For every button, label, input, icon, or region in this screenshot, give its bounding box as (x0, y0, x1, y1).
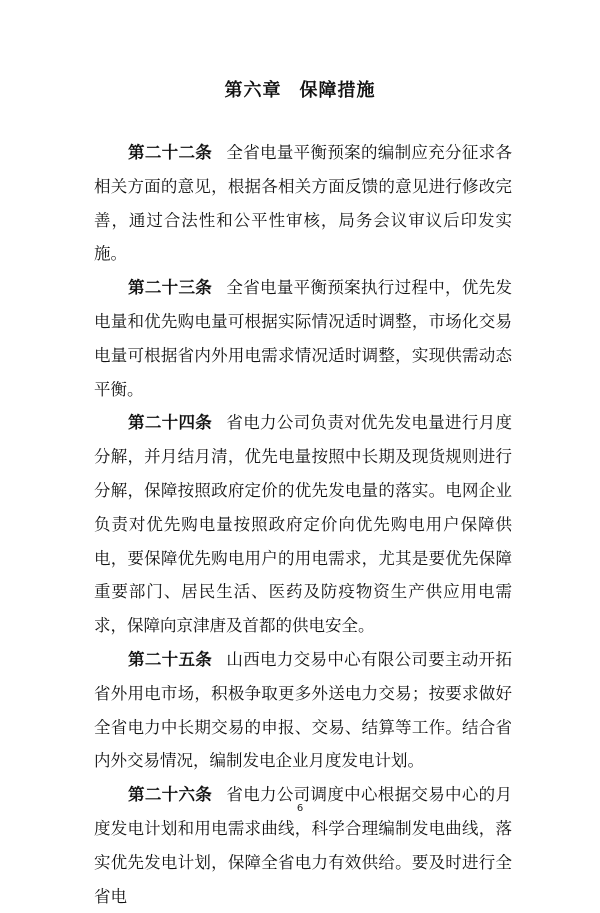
chapter-heading (0, 76, 600, 102)
article-text: 省电力公司调度中心根据交易中心的月度发电计划和用电需求曲线，科学合理编制发电曲线，落实优先发电计划，保障全省电力有效供给。要及时进行全省电 (94, 785, 513, 906)
document-body (94, 136, 512, 913)
article-text: 全省电量平衡预案执行过程中，优先发电量和优先购电量可根据实际情况适时调整，市场化交易电量可根据省内外用电需求情况适时调整，实现供需动态平衡。 (94, 278, 513, 399)
page-number: 6 (296, 803, 304, 814)
article-paragraph (94, 643, 512, 778)
article-paragraph (94, 406, 512, 643)
article-paragraph (94, 778, 512, 913)
article-label: 第二十四条 (128, 413, 213, 433)
article-paragraph (94, 136, 512, 271)
article-text: 全省电量平衡预案的编制应充分征求各相关方面的意见，根据各相关方面反馈的意见进行修改完善，通过合法性和公平性审核，局务会议审议后印发实施。 (94, 143, 513, 264)
chapter-number: 第六章 (224, 80, 282, 101)
article-label: 第二十二条 (128, 143, 213, 162)
chapter-title-text: 保障措施 (299, 80, 376, 101)
article-label: 第二十五条 (128, 649, 213, 669)
article-text: 山西电力交易中心有限公司要主动开拓省外用电市场，积极争取更多外送电力交易；按要求做好全省电力中长期交易的申报、交易、结算等工作。结合省内外交易情况，编制发电企业月度发电计划。 (94, 649, 513, 771)
article-paragraph (94, 271, 512, 406)
article-label: 第二十六条 (128, 785, 213, 805)
article-text: 省电力公司负责对优先发电量进行月度分解，并月结月清，优先电量按照中长期及现货规则进行分解，保障按照政府定价的优先发电量的落实。电网企业负责对优先购电量按照政府定价向优先购电用户保障供电，要保障优先购电用户的用电需求，尤其是要优先保障重要部门、居民生活、医药及防疫物资生产供应用电需求，保障向京津唐及首都的供电安全。 (94, 413, 513, 636)
article-label: 第二十三条 (128, 278, 213, 298)
